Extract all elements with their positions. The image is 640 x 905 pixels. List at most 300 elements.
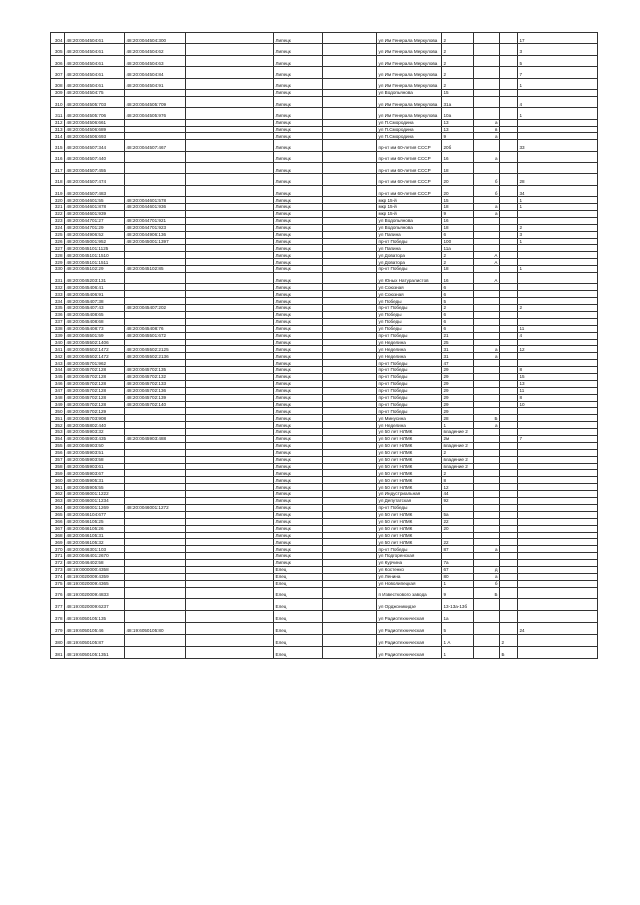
table-cell: 18: [442, 266, 474, 273]
table-cell: [186, 163, 274, 174]
table-cell: 2: [442, 470, 474, 477]
table-cell: [474, 96, 500, 107]
table-row: [51, 401, 598, 408]
table-cell: [500, 204, 518, 211]
table-cell: [323, 140, 377, 151]
table-cell: 5: [442, 298, 474, 305]
table-row: [51, 374, 598, 381]
table-row: [51, 387, 598, 394]
table-cell: [186, 647, 274, 659]
table-cell: 48:20:0045702:128: [65, 380, 125, 387]
table-cell: Липецк: [274, 401, 323, 408]
table-cell: Липецк: [274, 318, 323, 325]
table-cell: 13-13а-13б: [442, 599, 474, 611]
table-cell: 48:20:0046001:1222: [65, 491, 125, 498]
table-cell: 313: [51, 126, 65, 133]
table-cell: [474, 449, 500, 456]
table-cell: [323, 580, 377, 587]
table-cell: 48:20:0044507:440: [65, 151, 125, 162]
table-cell: [323, 477, 377, 484]
table-cell: 20: [442, 525, 474, 532]
table-cell: [323, 325, 377, 332]
table-cell: [518, 477, 598, 484]
table-cell: 360: [51, 477, 65, 484]
table-cell: 304: [51, 33, 65, 44]
table-row: [51, 498, 598, 505]
table-cell: Липецк: [274, 484, 323, 491]
table-cell: 350: [51, 408, 65, 415]
table-cell: а: [474, 346, 500, 353]
table-cell: [125, 477, 186, 484]
table-cell: 48:20:0045406:91: [65, 291, 125, 298]
table-cell: 4: [518, 332, 598, 339]
table-cell: 48:20:0044701:29: [65, 224, 125, 231]
table-cell: Елец: [274, 635, 323, 647]
table-cell: Липецк: [274, 360, 323, 367]
table-cell: [323, 380, 377, 387]
table-cell: [323, 518, 377, 525]
table-cell: [186, 566, 274, 573]
table-cell: ул 50 лет НЛМК: [377, 532, 442, 539]
table-cell: [186, 312, 274, 319]
table-cell: 3: [518, 231, 598, 238]
table-cell: Липецк: [274, 291, 323, 298]
table-cell: 48:20:0044506:661: [65, 119, 125, 126]
table-cell: [125, 259, 186, 266]
table-cell: а: [474, 133, 500, 140]
table-cell: 355: [51, 442, 65, 449]
table-cell: Елец: [274, 573, 323, 580]
table-cell: [323, 67, 377, 78]
table-row: [51, 332, 598, 339]
table-cell: 31а: [442, 96, 474, 107]
table-cell: Липецк: [274, 442, 323, 449]
table-cell: ул 50 лет НЛМК: [377, 525, 442, 532]
table-cell: [323, 291, 377, 298]
table-cell: [186, 284, 274, 291]
table-cell: [323, 108, 377, 119]
table-row: [51, 511, 598, 518]
table-cell: ул Неделина: [377, 422, 442, 429]
table-cell: Липецк: [274, 298, 323, 305]
table-cell: [474, 553, 500, 560]
table-row: [51, 119, 598, 126]
table-cell: 48:20:0044601:939: [65, 211, 125, 218]
table-cell: 320: [51, 197, 65, 204]
table-cell: [323, 408, 377, 415]
table-cell: владение 2: [442, 429, 474, 436]
table-row: [51, 33, 598, 44]
table-cell: [442, 532, 474, 539]
table-cell: в: [474, 126, 500, 133]
table-cell: 1 А: [442, 635, 474, 647]
table-cell: [125, 318, 186, 325]
table-row: [51, 532, 598, 539]
table-cell: 347: [51, 387, 65, 394]
table-cell: а: [474, 573, 500, 580]
table-cell: 358: [51, 463, 65, 470]
table-cell: [186, 266, 274, 273]
table-cell: 48:20:0045702:128: [65, 374, 125, 381]
table-cell: [186, 599, 274, 611]
table-cell: [323, 119, 377, 126]
table-cell: пр-кт Победы: [377, 394, 442, 401]
table-cell: 48:20:0045903:435: [65, 436, 125, 443]
table-cell: [186, 449, 274, 456]
table-cell: [518, 318, 598, 325]
table-cell: [186, 408, 274, 415]
table-cell: [500, 560, 518, 567]
table-cell: пр-кт Победы: [377, 332, 442, 339]
table-cell: [518, 539, 598, 546]
table-cell: ул П.Смородина: [377, 119, 442, 126]
table-cell: А: [474, 252, 500, 259]
table-cell: [518, 211, 598, 218]
table-cell: [500, 318, 518, 325]
table-cell: 8: [442, 477, 474, 484]
table-cell: [125, 360, 186, 367]
table-cell: 92: [442, 498, 474, 505]
table-cell: [474, 477, 500, 484]
table-cell: 48:20:0045001:952: [65, 238, 125, 245]
table-cell: [125, 611, 186, 623]
table-cell: 48:20:0045903:67: [65, 470, 125, 477]
table-cell: [323, 133, 377, 140]
table-cell: [474, 89, 500, 96]
table-cell: [500, 67, 518, 78]
table-cell: [186, 525, 274, 532]
table-cell: [518, 498, 598, 505]
table-cell: ул 50 лет НЛМК: [377, 484, 442, 491]
table-cell: 48:20:0045502:1406: [65, 339, 125, 346]
table-cell: 317: [51, 163, 65, 174]
table-cell: 345: [51, 374, 65, 381]
table-cell: [518, 273, 598, 284]
table-cell: ул Союзная: [377, 291, 442, 298]
table-cell: Липецк: [274, 259, 323, 266]
table-cell: 16: [442, 273, 474, 284]
table-cell: [323, 266, 377, 273]
table-cell: [518, 151, 598, 162]
table-row: [51, 647, 598, 659]
table-cell: 312: [51, 119, 65, 126]
table-cell: 2: [518, 305, 598, 312]
table-cell: Липецк: [274, 151, 323, 162]
table-cell: [474, 339, 500, 346]
table-row: [51, 546, 598, 553]
table-cell: пр-кт Победы: [377, 266, 442, 273]
table-row: [51, 204, 598, 211]
table-cell: владение 2: [442, 463, 474, 470]
table-cell: [518, 560, 598, 567]
table-cell: 48:20:0044601:55: [65, 197, 125, 204]
table-cell: 48:20:0044504:63: [125, 55, 186, 66]
table-cell: 333: [51, 291, 65, 298]
table-cell: [323, 89, 377, 96]
table-cell: [186, 442, 274, 449]
table-cell: ул Доватора: [377, 252, 442, 259]
table-cell: 48:20:0045702:133: [125, 380, 186, 387]
table-row: [51, 151, 598, 162]
table-cell: [125, 119, 186, 126]
table-cell: [323, 387, 377, 394]
table-cell: [323, 332, 377, 339]
table-cell: 6: [442, 318, 474, 325]
table-cell: Елец: [274, 566, 323, 573]
table-cell: 48:20:0045702:128: [65, 394, 125, 401]
table-cell: 31: [442, 353, 474, 360]
table-cell: 48:20:0044504:61: [65, 67, 125, 78]
table-cell: 48:20:0046301:103: [65, 546, 125, 553]
table-cell: [323, 353, 377, 360]
table-cell: [500, 429, 518, 436]
table-cell: Липецк: [274, 394, 323, 401]
table-cell: [518, 442, 598, 449]
table-cell: [518, 89, 598, 96]
table-cell: 370: [51, 546, 65, 553]
table-cell: 21: [442, 332, 474, 339]
table-cell: 48:20:0045702:136: [125, 387, 186, 394]
table-cell: Липецк: [274, 55, 323, 66]
table-cell: [186, 204, 274, 211]
table-cell: 48:19:6050105:1351: [65, 647, 125, 659]
table-row: [51, 108, 598, 119]
table-cell: [500, 415, 518, 422]
table-cell: [518, 587, 598, 598]
table-row: [51, 252, 598, 259]
table-cell: 48:20:0044507:483: [65, 185, 125, 196]
table-cell: [474, 78, 500, 89]
table-cell: 12: [518, 346, 598, 353]
table-cell: ул П.Смородина: [377, 126, 442, 133]
table-row: [51, 394, 598, 401]
table-cell: ул Водопьянова: [377, 224, 442, 231]
table-cell: 364: [51, 504, 65, 511]
table-cell: [518, 525, 598, 532]
table-cell: [323, 298, 377, 305]
table-cell: ул Орджоникидзе: [377, 599, 442, 611]
table-row: [51, 360, 598, 367]
table-cell: [500, 298, 518, 305]
table-cell: [474, 463, 500, 470]
table-cell: [186, 33, 274, 44]
table-row: [51, 635, 598, 647]
table-cell: 328: [51, 252, 65, 259]
table-cell: [186, 353, 274, 360]
table-cell: [500, 217, 518, 224]
table-cell: [125, 449, 186, 456]
table-cell: 48:20:0044601:578: [125, 197, 186, 204]
table-cell: [323, 623, 377, 635]
table-cell: 379: [51, 623, 65, 635]
table-cell: 332: [51, 284, 65, 291]
table-cell: 48:20:0045408:65: [65, 312, 125, 319]
table-cell: 316: [51, 151, 65, 162]
table-cell: Липецк: [274, 78, 323, 89]
table-cell: [518, 504, 598, 511]
table-cell: 25: [442, 339, 474, 346]
table-cell: 48:20:0045905:31: [65, 477, 125, 484]
table-cell: [500, 163, 518, 174]
table-cell: Липецк: [274, 553, 323, 560]
table-cell: 48:20:0045702:135: [125, 367, 186, 374]
table-cell: владение 2: [442, 442, 474, 449]
table-cell: пр-кт Победы: [377, 387, 442, 394]
table-cell: [323, 553, 377, 560]
table-cell: [186, 78, 274, 89]
table-cell: [500, 518, 518, 525]
table-cell: [500, 498, 518, 505]
table-cell: [518, 580, 598, 587]
table-cell: [500, 546, 518, 553]
table-cell: [500, 477, 518, 484]
table-cell: [186, 126, 274, 133]
table-cell: [186, 252, 274, 259]
table-cell: [500, 580, 518, 587]
table-cell: 48:20:0045502:2136: [125, 353, 186, 360]
table-cell: 29: [442, 394, 474, 401]
table-cell: 1: [518, 108, 598, 119]
table-cell: [500, 470, 518, 477]
table-cell: 6: [442, 325, 474, 332]
table-row: [51, 163, 598, 174]
table-cell: [323, 560, 377, 567]
table-cell: 48:20:0044504:61: [65, 78, 125, 89]
table-cell: [442, 504, 474, 511]
table-cell: Липецк: [274, 174, 323, 185]
table-row: [51, 463, 598, 470]
table-cell: 48:20:0045101:1125: [65, 245, 125, 252]
table-cell: 48:20:0044701:923: [125, 224, 186, 231]
table-cell: [500, 491, 518, 498]
table-cell: 2: [442, 252, 474, 259]
table-cell: [500, 456, 518, 463]
table-cell: [323, 273, 377, 284]
table-cell: [500, 224, 518, 231]
table-cell: 48:20:0045408:73: [65, 325, 125, 332]
table-cell: 48:20:0044505:976: [125, 108, 186, 119]
table-cell: [186, 539, 274, 546]
table-cell: [500, 511, 518, 518]
table-cell: Липецк: [274, 456, 323, 463]
table-cell: [323, 429, 377, 436]
table-cell: [323, 599, 377, 611]
table-row: [51, 284, 598, 291]
table-cell: [125, 252, 186, 259]
table-cell: [186, 339, 274, 346]
table-cell: 340: [51, 339, 65, 346]
table-cell: [474, 217, 500, 224]
table-cell: [500, 312, 518, 319]
table-row: [51, 140, 598, 151]
table-cell: 48:20:0045905:55: [65, 484, 125, 491]
table-cell: пр-кт Победы: [377, 504, 442, 511]
table-cell: [323, 374, 377, 381]
table-cell: ул 50 лет НЛМК: [377, 442, 442, 449]
table-row: [51, 96, 598, 107]
table-row: [51, 449, 598, 456]
table-cell: [125, 429, 186, 436]
table-cell: [323, 312, 377, 319]
table-cell: [323, 197, 377, 204]
table-cell: [500, 566, 518, 573]
table-cell: [474, 401, 500, 408]
table-cell: [323, 151, 377, 162]
table-cell: 29: [442, 380, 474, 387]
table-cell: [186, 380, 274, 387]
table-row: [51, 339, 598, 346]
table-cell: Елец: [274, 580, 323, 587]
table-cell: [518, 647, 598, 659]
table-row: [51, 408, 598, 415]
table-cell: [186, 415, 274, 422]
table-cell: 2м: [442, 436, 474, 443]
table-cell: 305: [51, 44, 65, 55]
table-row: [51, 525, 598, 532]
table-cell: [500, 539, 518, 546]
table-cell: [518, 119, 598, 126]
table-cell: [500, 126, 518, 133]
table-cell: [186, 504, 274, 511]
table-cell: 20: [442, 174, 474, 185]
table-cell: пр-кт Победы: [377, 360, 442, 367]
table-row: [51, 560, 598, 567]
table-cell: 13: [518, 380, 598, 387]
table-cell: [474, 394, 500, 401]
table-cell: [500, 119, 518, 126]
table-cell: [442, 553, 474, 560]
table-cell: [474, 367, 500, 374]
table-cell: 339: [51, 332, 65, 339]
table-cell: 381: [51, 647, 65, 659]
table-cell: б: [474, 185, 500, 196]
table-cell: ул Минусина: [377, 415, 442, 422]
table-cell: [186, 67, 274, 78]
table-cell: 334: [51, 298, 65, 305]
table-cell: [518, 163, 598, 174]
table-cell: [500, 96, 518, 107]
table-cell: [500, 449, 518, 456]
table-cell: [500, 525, 518, 532]
table-cell: 315: [51, 140, 65, 151]
table-cell: 48:19:6050105:46: [65, 623, 125, 635]
table-cell: [518, 518, 598, 525]
table-cell: 338: [51, 325, 65, 332]
table-cell: 48:20:0046105:31: [65, 532, 125, 539]
table-cell: [500, 266, 518, 273]
table-cell: Липецк: [274, 33, 323, 44]
table-row: [51, 518, 598, 525]
table-cell: [474, 55, 500, 66]
table-cell: 48:20:0045702:132: [125, 374, 186, 381]
table-cell: 362: [51, 491, 65, 498]
table-cell: [474, 442, 500, 449]
table-cell: ул Победы: [377, 318, 442, 325]
table-cell: д: [474, 566, 500, 573]
table-cell: 2: [500, 635, 518, 647]
table-cell: [186, 305, 274, 312]
table-cell: ул Курчина: [377, 560, 442, 567]
table-cell: [323, 44, 377, 55]
table-cell: ул Новолипецкая: [377, 580, 442, 587]
table-cell: [500, 332, 518, 339]
table-cell: 344: [51, 367, 65, 374]
table-cell: [500, 422, 518, 429]
table-cell: [186, 401, 274, 408]
table-cell: 48:20:0045903:58: [65, 456, 125, 463]
table-cell: [474, 532, 500, 539]
table-row: [51, 291, 598, 298]
